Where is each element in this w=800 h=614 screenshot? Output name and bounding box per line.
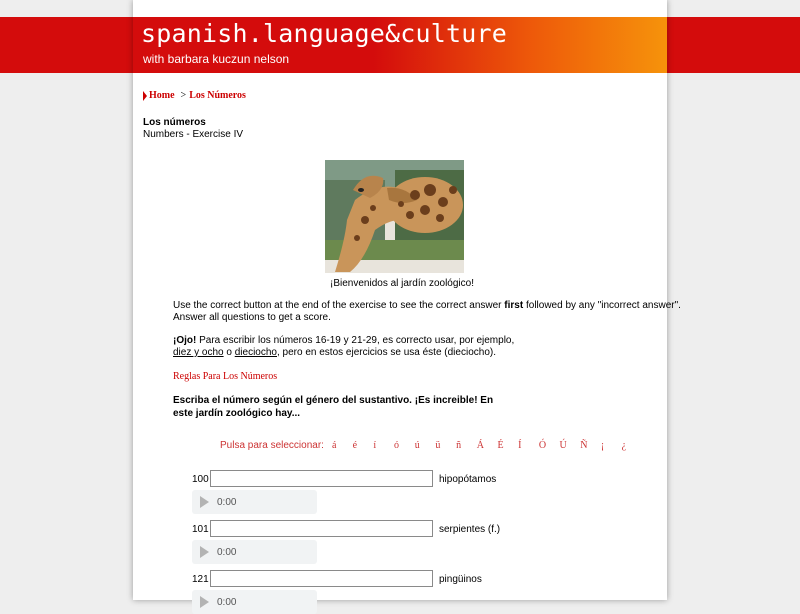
char-button[interactable]: Ú: [559, 440, 567, 451]
ojo-example-1: diez y ocho: [173, 347, 224, 358]
char-button[interactable]: ú: [414, 440, 420, 451]
intro-text-start: Use the correct button at the end of the exercise to see the correct answer: [173, 300, 505, 311]
photo-caption: ¡Bienvenidos al jardín zoológico!: [330, 278, 474, 289]
ojo-connector: o: [223, 347, 235, 358]
breadcrumb-current-link[interactable]: Los Números: [189, 90, 246, 101]
audio-time: 0:00: [217, 546, 237, 558]
play-icon[interactable]: [200, 546, 209, 558]
ojo-example-2: dieciocho: [234, 347, 277, 358]
char-button[interactable]: ó: [394, 440, 400, 451]
char-button[interactable]: Ñ: [580, 440, 588, 451]
char-button[interactable]: É: [497, 440, 504, 451]
giraffe-photo: [325, 160, 464, 273]
ojo-text-line2: , pero en estos ejercicios se usa éste (dieciocho).: [276, 347, 496, 358]
ojo-paragraph: [173, 335, 514, 359]
char-button[interactable]: ¿: [621, 440, 627, 451]
exercise-instructions: Escriba el número según el género del sustantivo. ¡Es increible! En este jardín zoológico hay...: [173, 395, 494, 419]
char-button[interactable]: í: [373, 440, 377, 451]
question-number: 121: [192, 574, 209, 585]
char-button[interactable]: Á: [476, 440, 484, 451]
intro-text-line2: Answer all questions to get a score.: [173, 312, 331, 323]
intro-text-bold: first: [504, 300, 524, 311]
answer-input[interactable]: [210, 470, 433, 487]
char-button[interactable]: Ó: [538, 440, 547, 451]
site-subtitle: with barbara kuczun nelson: [143, 52, 290, 66]
answer-input[interactable]: [210, 520, 433, 537]
audio-player[interactable]: [192, 590, 317, 614]
char-button[interactable]: é: [352, 440, 358, 451]
breadcrumb-home-link[interactable]: Home: [149, 90, 175, 101]
char-button[interactable]: ñ: [456, 440, 462, 451]
question-noun: hipopótamos: [439, 474, 497, 485]
play-icon[interactable]: [200, 596, 209, 608]
char-picker-label: Pulsa para seleccionar:: [220, 440, 324, 451]
char-button[interactable]: ü: [435, 440, 441, 451]
breadcrumb-separator: >: [180, 90, 187, 101]
play-icon[interactable]: [200, 496, 209, 508]
breadcrumb: [143, 90, 246, 101]
site-title: spanish.language&culture: [141, 19, 508, 48]
rules-link[interactable]: Reglas Para Los Números: [173, 371, 278, 382]
intro-text-end: followed by any "incorrect answer".: [523, 300, 681, 311]
breadcrumb-arrow-icon: [143, 91, 147, 101]
char-picker: [220, 440, 642, 451]
char-button[interactable]: á: [331, 440, 337, 451]
audio-player[interactable]: [192, 490, 317, 514]
char-button[interactable]: ¡: [600, 440, 605, 451]
ojo-text-line1: Para escribir los números 16-19 y 21-29, es correcto usar, por ejemplo,: [196, 335, 515, 346]
question-number: 101: [192, 524, 209, 535]
page-subtitle: Numbers - Exercise IV: [143, 129, 244, 140]
question-number: 100: [192, 474, 209, 485]
answer-input[interactable]: [210, 570, 433, 587]
audio-player[interactable]: [192, 540, 317, 564]
question-noun: pingüinos: [439, 574, 482, 585]
audio-time: 0:00: [217, 496, 237, 508]
page-title: Los números: [143, 117, 206, 128]
ojo-label: ¡Ojo!: [173, 335, 197, 346]
char-button[interactable]: Í: [518, 440, 522, 451]
question-noun: serpientes (f.): [439, 524, 501, 535]
audio-time: 0:00: [217, 596, 237, 608]
intro-paragraph: [173, 300, 681, 324]
